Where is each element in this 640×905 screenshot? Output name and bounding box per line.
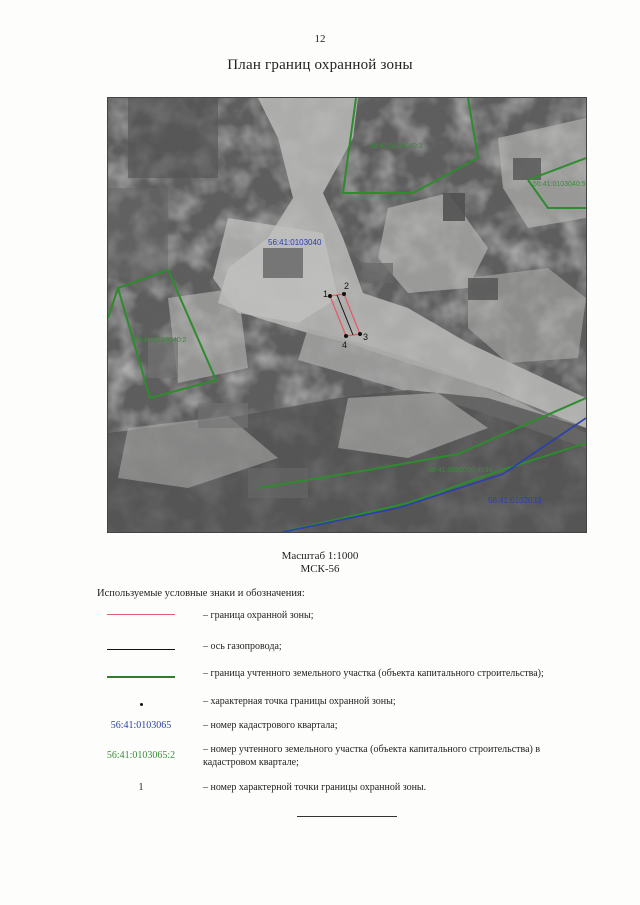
point-label-2: 2 xyxy=(344,281,350,291)
parcel-label-left: 56:41:0103040:2 xyxy=(134,337,187,344)
parcel-number-sample: 56:41:0103065:2 xyxy=(106,750,176,761)
black-line-symbol xyxy=(107,649,175,650)
quarter-label-center: 56:41:0103040 xyxy=(268,238,322,247)
point-label-1: 1 xyxy=(323,289,329,299)
red-line-symbol xyxy=(107,614,175,615)
coordinate-system: МСК-56 xyxy=(300,563,340,575)
green-line-symbol xyxy=(107,676,175,678)
quarter-label-bottom: 56:41:0102033 xyxy=(488,496,542,505)
point-number-sample: 1 xyxy=(138,782,144,793)
aerial-map[interactable] xyxy=(107,97,587,533)
footer-rule xyxy=(297,816,397,817)
page-title: План границ охранной зоны xyxy=(227,57,413,73)
map-scale: Масштаб 1:1000 xyxy=(281,550,359,562)
legend-title: Используемые условные знаки и обозначения: xyxy=(97,588,305,599)
quarter-number-sample: 56:41:0103065 xyxy=(110,720,172,731)
point-label-3: 3 xyxy=(363,332,369,342)
point-label-4: 4 xyxy=(342,340,348,350)
dot-symbol xyxy=(140,703,143,706)
page-number: 12 xyxy=(314,33,326,45)
parcel-label-top: 56:41:0103040:3 xyxy=(370,143,423,150)
parcel-label-road: 56:41:0000000:4034 xyxy=(428,467,493,474)
parcel-label-right: 56:41:0103040:5 xyxy=(533,181,586,188)
